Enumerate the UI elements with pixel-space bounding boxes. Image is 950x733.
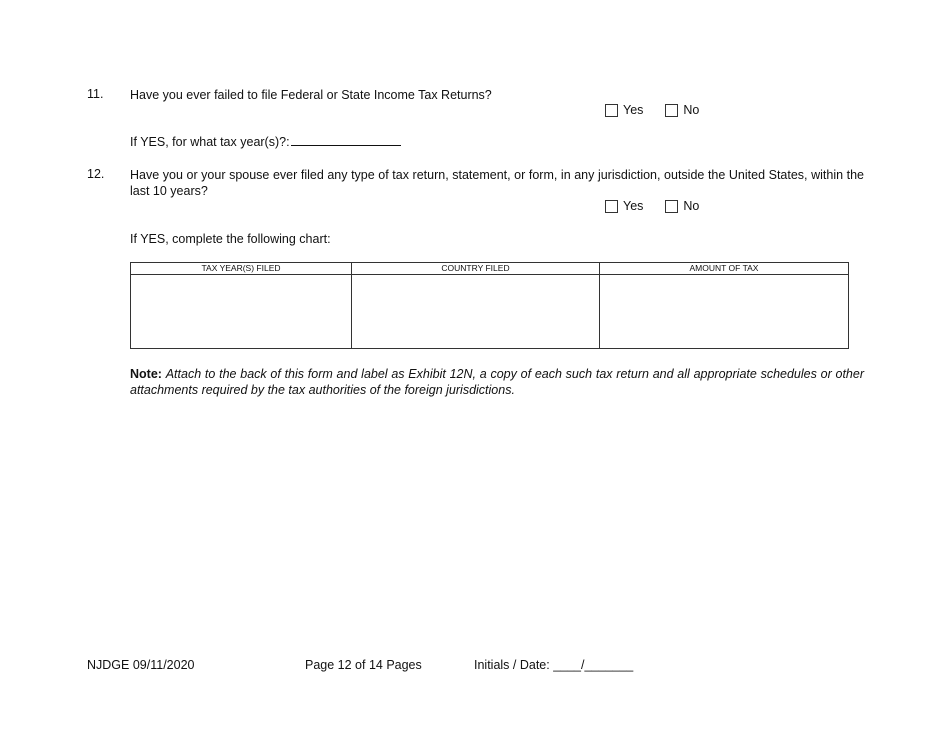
question-12-yes-checkbox[interactable] xyxy=(605,200,618,213)
question-12-followup-label: If YES, complete the following chart: xyxy=(130,232,331,246)
table-row xyxy=(131,275,849,349)
footer-page-number: Page 12 of 14 Pages xyxy=(305,658,422,672)
question-12-yes-label: Yes xyxy=(623,199,644,213)
question-12-no-checkbox[interactable] xyxy=(665,200,678,213)
header-amount: AMOUNT OF TAX xyxy=(600,263,849,275)
question-12-no-label: No xyxy=(683,199,700,213)
note: Note: Attach to the back of this form and label as Exhibit 12N, a copy of each such tax return and all appropriate schedules or other attachments required by the tax authorities of the foreign jurisdictions. xyxy=(130,367,864,397)
tax-years-field[interactable] xyxy=(291,134,401,146)
question-12-yes-option[interactable] xyxy=(605,199,643,213)
question-11-no-option[interactable] xyxy=(665,103,699,117)
question-12-text: Have you or your spouse ever filed any type of tax return, statement, or form, in any jurisdiction, outside the United States, within the last 10 years? xyxy=(130,168,864,198)
question-11-followup xyxy=(130,134,401,150)
question-12-options xyxy=(605,199,721,213)
question-11-no-label: No xyxy=(683,103,700,117)
footer-initials-date: Initials / Date: ____/_______ xyxy=(474,658,634,672)
question-11-number: 11. xyxy=(87,87,104,101)
question-11-followup-label: If YES, for what tax year(s)?: xyxy=(130,135,290,149)
question-12-no-option[interactable] xyxy=(665,199,699,213)
footer-form-id: NJDGE 09/11/2020 xyxy=(87,658,195,672)
foreign-tax-table xyxy=(130,262,849,349)
question-11-yes-label: Yes xyxy=(623,103,644,117)
header-country: COUNTRY FILED xyxy=(352,263,600,275)
cell-tax-year[interactable] xyxy=(131,275,352,349)
question-11-text: Have you ever failed to file Federal or State Income Tax Returns? xyxy=(130,88,492,102)
table-header-row xyxy=(131,263,849,275)
cell-amount[interactable] xyxy=(600,275,849,349)
cell-country[interactable] xyxy=(352,275,600,349)
question-11-yes-checkbox[interactable] xyxy=(605,104,618,117)
question-12-number: 12. xyxy=(87,167,105,181)
note-label: Note: xyxy=(130,367,162,381)
question-11-no-checkbox[interactable] xyxy=(665,104,678,117)
header-tax-year: TAX YEAR(S) FILED xyxy=(131,263,352,275)
question-11-yes-option[interactable] xyxy=(605,103,643,117)
note-text: Attach to the back of this form and label as Exhibit 12N, a copy of each such tax return and all appropriate schedules or other attachments required by the tax authorities of the foreign jurisdictions xyxy=(130,367,864,397)
question-11-options xyxy=(605,103,721,117)
